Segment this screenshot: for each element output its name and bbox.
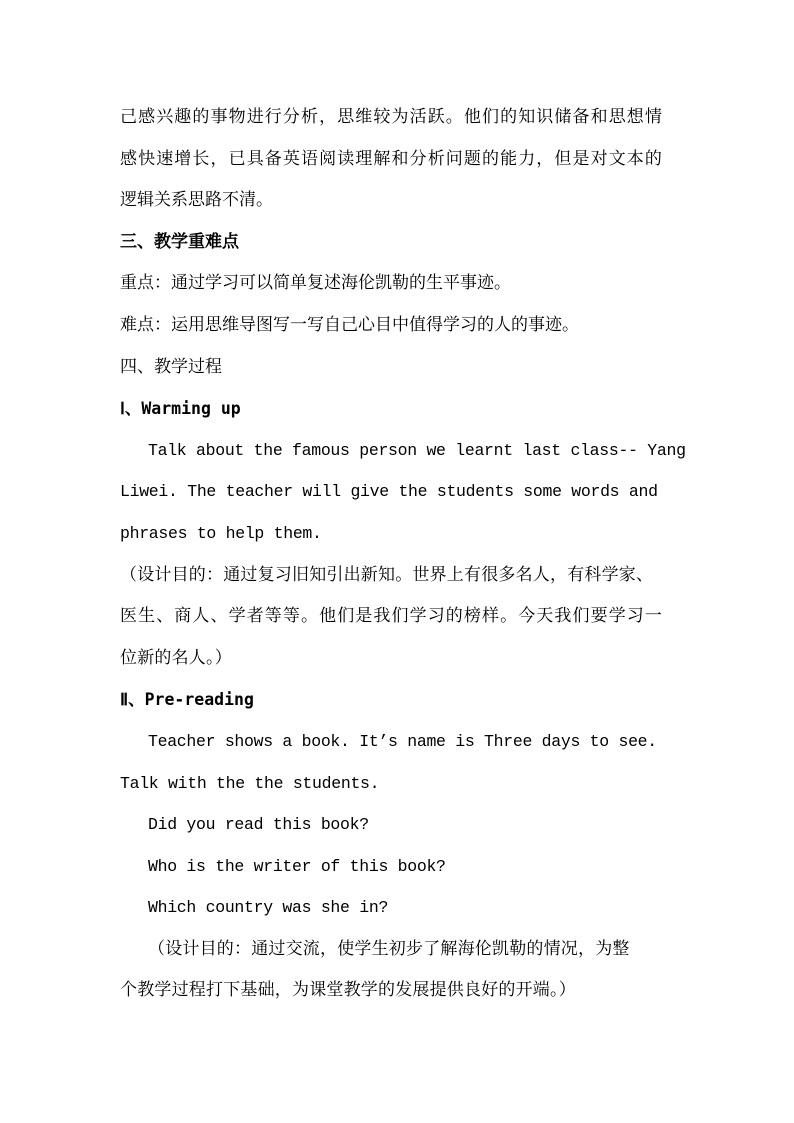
paragraph-line: Liwei. The teacher will give the students some words and	[120, 482, 658, 502]
question-line: Did you read this book?	[148, 815, 369, 835]
paragraph-line: phrases to help them.	[120, 523, 322, 543]
section-heading: 三、教学重难点	[120, 231, 239, 252]
paragraph-line: Talk with the the students.	[120, 773, 380, 793]
paragraph-line: Teacher shows a book. It’s name is Three days to see.	[148, 731, 657, 751]
design-note-line: 个教学过程打下基础，为课堂教学的发展提供良好的开端。）	[120, 980, 576, 1001]
key-point-text: 重点：通过学习可以简单复述海伦凯勒的生平事迹。	[120, 273, 511, 294]
difficult-point-text: 难点：运用思维导图写一写自己心目中值得学习的人的事迹。	[120, 314, 579, 335]
paragraph-line: Talk about the famous person we learnt last class-- Yang	[148, 440, 686, 460]
paragraph-line: 感快速增长，已具备英语阅读理解和分析问题的能力，但是对文本的	[120, 148, 663, 169]
design-note-line: （设计目的：通过复习旧知引出新知。世界上有很多名人，有科学家、	[120, 564, 654, 585]
section-heading: 四、教学过程	[120, 356, 222, 377]
paragraph-line: 逻辑关系思路不清。	[120, 190, 273, 211]
paragraph-line: 己感兴趣的事物进行分析，思维较为活跃。他们的知识储备和思想情	[120, 107, 663, 127]
question-line: Which country was she in?	[148, 898, 389, 918]
document-body	[120, 97, 686, 1012]
design-note-line: （设计目的：通过交流，使学生初步了解海伦凯勒的情况，为整	[148, 938, 630, 959]
subsection-heading: Ⅰ、Warming up	[120, 399, 241, 419]
design-note-line: 医生、商人、学者等等。他们是我们学习的榜样。今天我们要学习一	[120, 606, 663, 627]
question-line: Who is the writer of this book?	[148, 856, 446, 876]
design-note-line: 位新的名人。）	[120, 647, 232, 668]
subsection-heading: Ⅱ、Pre-reading	[120, 690, 254, 710]
